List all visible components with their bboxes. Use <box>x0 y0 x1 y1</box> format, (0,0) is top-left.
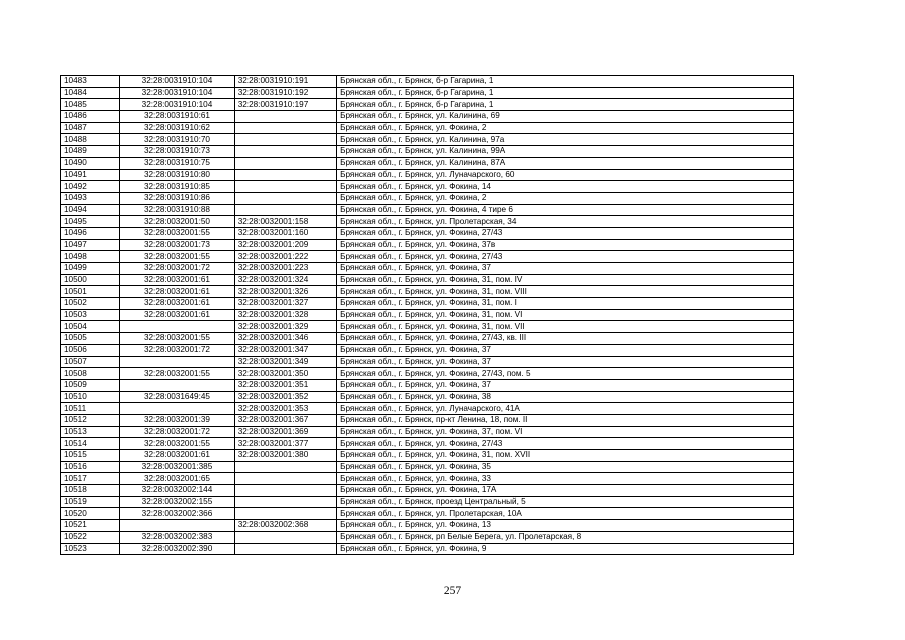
cadastral-number-cell <box>120 321 234 333</box>
table-row <box>61 76 794 88</box>
address-cell: Брянская обл., г. Брянск, ул. Калинина, 97а <box>337 134 794 146</box>
object-cadastral-number-cell <box>234 169 336 181</box>
row-number-cell: 10521 <box>61 520 120 532</box>
object-cadastral-number-cell <box>234 181 336 193</box>
cadastral-number-cell: 32:28:0032001:65 <box>120 473 234 485</box>
cadastral-number-cell: 32:28:0032001:55 <box>120 333 234 345</box>
row-number-cell: 10488 <box>61 134 120 146</box>
address-cell: Брянская обл., г. Брянск, ул. Фокина, 37 <box>337 263 794 275</box>
object-cadastral-number-cell <box>234 192 336 204</box>
address-cell: Брянская обл., г. Брянск, ул. Фокина, 35 <box>337 461 794 473</box>
address-cell: Брянская обл., г. Брянск, ул. Луначарского, 60 <box>337 169 794 181</box>
address-cell: Брянская обл., г. Брянск, ул. Фокина, 27/43, пом. 5 <box>337 368 794 380</box>
address-cell: Брянская обл., г. Брянск, проезд Центральный, 5 <box>337 496 794 508</box>
table-row <box>61 309 794 321</box>
address-cell: Брянская обл., г. Брянск, ул. Фокина, 13 <box>337 520 794 532</box>
registry-table-body <box>61 76 794 555</box>
cadastral-number-cell: 32:28:0031910:104 <box>120 87 234 99</box>
address-cell: Брянская обл., г. Брянск, ул. Фокина, 31, пом. XVII <box>337 450 794 462</box>
address-cell: Брянская обл., г. Брянск, ул. Фокина, 38 <box>337 391 794 403</box>
address-cell: Брянская обл., г. Брянск, ул. Фокина, 37 <box>337 379 794 391</box>
object-cadastral-number-cell: 32:28:0032001:377 <box>234 438 336 450</box>
object-cadastral-number-cell: 32:28:0032001:160 <box>234 227 336 239</box>
address-cell: Брянская обл., г. Брянск, ул. Фокина, 31, пом. VI <box>337 309 794 321</box>
cadastral-number-cell: 32:28:0032001:39 <box>120 414 234 426</box>
row-number-cell: 10503 <box>61 309 120 321</box>
object-cadastral-number-cell: 32:28:0032001:353 <box>234 403 336 415</box>
cadastral-number-cell: 32:28:0032001:55 <box>120 368 234 380</box>
object-cadastral-number-cell: 32:28:0032001:369 <box>234 426 336 438</box>
table-row <box>61 356 794 368</box>
table-row <box>61 111 794 123</box>
row-number-cell: 10486 <box>61 111 120 123</box>
address-cell: Брянская обл., г. Брянск, ул. Луначарского, 41А <box>337 403 794 415</box>
address-cell: Брянская обл., г. Брянск, ул. Фокина, 27/43, кв. III <box>337 333 794 345</box>
row-number-cell: 10514 <box>61 438 120 450</box>
row-number-cell: 10511 <box>61 403 120 415</box>
row-number-cell: 10494 <box>61 204 120 216</box>
table-row <box>61 531 794 543</box>
object-cadastral-number-cell <box>234 111 336 123</box>
row-number-cell: 10506 <box>61 344 120 356</box>
cadastral-number-cell: 32:28:0031910:62 <box>120 122 234 134</box>
table-row <box>61 450 794 462</box>
address-cell: Брянская обл., г. Брянск, ул. Фокина, 17А <box>337 485 794 497</box>
cadastral-number-cell: 32:28:0032001:55 <box>120 438 234 450</box>
row-number-cell: 10515 <box>61 450 120 462</box>
cadastral-number-cell: 32:28:0032001:72 <box>120 263 234 275</box>
address-cell: Брянская обл., г. Брянск, ул. Фокина, 31, пом. VII <box>337 321 794 333</box>
address-cell: Брянская обл., г. Брянск, ул. Пролетарская, 34 <box>337 216 794 228</box>
table-row <box>61 274 794 286</box>
address-cell: Брянская обл., г. Брянск, ул. Фокина, 37, пом. VI <box>337 426 794 438</box>
table-row <box>61 251 794 263</box>
row-number-cell: 10487 <box>61 122 120 134</box>
cadastral-number-cell: 32:28:0032001:73 <box>120 239 234 251</box>
table-row <box>61 122 794 134</box>
cadastral-number-cell: 32:28:0032001:55 <box>120 251 234 263</box>
cadastral-number-cell: 32:28:0032001:61 <box>120 450 234 462</box>
row-number-cell: 10523 <box>61 543 120 555</box>
row-number-cell: 10483 <box>61 76 120 88</box>
row-number-cell: 10501 <box>61 286 120 298</box>
object-cadastral-number-cell: 32:28:0032001:349 <box>234 356 336 368</box>
table-row <box>61 333 794 345</box>
cadastral-number-cell: 32:28:0032002:155 <box>120 496 234 508</box>
row-number-cell: 10518 <box>61 485 120 497</box>
object-cadastral-number-cell: 32:28:0032001:326 <box>234 286 336 298</box>
address-cell: Брянская обл., г. Брянск, ул. Фокина, 31, пом. IV <box>337 274 794 286</box>
object-cadastral-number-cell: 32:28:0032001:350 <box>234 368 336 380</box>
row-number-cell: 10498 <box>61 251 120 263</box>
row-number-cell: 10493 <box>61 192 120 204</box>
object-cadastral-number-cell <box>234 157 336 169</box>
table-row <box>61 414 794 426</box>
table-row <box>61 227 794 239</box>
table-row <box>61 368 794 380</box>
address-cell: Брянская обл., г. Брянск, ул. Фокина, 27/43 <box>337 227 794 239</box>
row-number-cell: 10510 <box>61 391 120 403</box>
table-row <box>61 379 794 391</box>
row-number-cell: 10504 <box>61 321 120 333</box>
object-cadastral-number-cell <box>234 496 336 508</box>
row-number-cell: 10517 <box>61 473 120 485</box>
table-row <box>61 508 794 520</box>
object-cadastral-number-cell <box>234 473 336 485</box>
object-cadastral-number-cell: 32:28:0032001:158 <box>234 216 336 228</box>
registry-table <box>60 75 794 555</box>
address-cell: Брянская обл., г. Брянск, пр-кт Ленина, 18, пом. II <box>337 414 794 426</box>
table-row <box>61 87 794 99</box>
address-cell: Брянская обл., г. Брянск, ул. Фокина, 2 <box>337 122 794 134</box>
cadastral-number-cell: 32:28:0032002:390 <box>120 543 234 555</box>
row-number-cell: 10508 <box>61 368 120 380</box>
row-number-cell: 10496 <box>61 227 120 239</box>
row-number-cell: 10519 <box>61 496 120 508</box>
object-cadastral-number-cell: 32:28:0032001:222 <box>234 251 336 263</box>
row-number-cell: 10485 <box>61 99 120 111</box>
object-cadastral-number-cell: 32:28:0031910:192 <box>234 87 336 99</box>
cadastral-number-cell: 32:28:0031910:88 <box>120 204 234 216</box>
table-row <box>61 496 794 508</box>
row-number-cell: 10502 <box>61 298 120 310</box>
address-cell: Брянская обл., г. Брянск, ул. Фокина, 14 <box>337 181 794 193</box>
table-row <box>61 403 794 415</box>
cadastral-number-cell: 32:28:0031910:73 <box>120 146 234 158</box>
address-cell: Брянская обл., г. Брянск, ул. Фокина, 31, пом. I <box>337 298 794 310</box>
table-row <box>61 485 794 497</box>
table-row <box>61 263 794 275</box>
cadastral-number-cell: 32:28:0032001:72 <box>120 344 234 356</box>
object-cadastral-number-cell <box>234 508 336 520</box>
address-cell: Брянская обл., г. Брянск, б-р Гагарина, 1 <box>337 76 794 88</box>
object-cadastral-number-cell: 32:28:0032002:368 <box>234 520 336 532</box>
table-row <box>61 169 794 181</box>
cadastral-number-cell: 32:28:0031910:104 <box>120 99 234 111</box>
object-cadastral-number-cell <box>234 461 336 473</box>
table-row <box>61 99 794 111</box>
table-row <box>61 239 794 251</box>
address-cell: Брянская обл., г. Брянск, ул. Фокина, 27/43 <box>337 438 794 450</box>
object-cadastral-number-cell: 32:28:0032001:346 <box>234 333 336 345</box>
cadastral-number-cell: 32:28:0031910:86 <box>120 192 234 204</box>
object-cadastral-number-cell: 32:28:0032001:380 <box>234 450 336 462</box>
cadastral-number-cell: 32:28:0032002:366 <box>120 508 234 520</box>
table-row <box>61 391 794 403</box>
row-number-cell: 10497 <box>61 239 120 251</box>
address-cell: Брянская обл., г. Брянск, ул. Калинина, 69 <box>337 111 794 123</box>
cadastral-number-cell: 32:28:0031910:75 <box>120 157 234 169</box>
object-cadastral-number-cell: 32:28:0032001:329 <box>234 321 336 333</box>
table-row <box>61 520 794 532</box>
row-number-cell: 10489 <box>61 146 120 158</box>
object-cadastral-number-cell: 32:28:0032001:209 <box>234 239 336 251</box>
cadastral-number-cell: 32:28:0032001:61 <box>120 309 234 321</box>
object-cadastral-number-cell: 32:28:0032001:347 <box>234 344 336 356</box>
table-row <box>61 157 794 169</box>
cadastral-number-cell: 32:28:0031910:70 <box>120 134 234 146</box>
table-row <box>61 286 794 298</box>
object-cadastral-number-cell <box>234 204 336 216</box>
object-cadastral-number-cell <box>234 543 336 555</box>
object-cadastral-number-cell: 32:28:0032001:351 <box>234 379 336 391</box>
address-cell: Брянская обл., г. Брянск, ул. Фокина, 37 <box>337 356 794 368</box>
address-cell: Брянская обл., г. Брянск, ул. Калинина, 99А <box>337 146 794 158</box>
row-number-cell: 10512 <box>61 414 120 426</box>
object-cadastral-number-cell: 32:28:0031910:191 <box>234 76 336 88</box>
row-number-cell: 10495 <box>61 216 120 228</box>
row-number-cell: 10516 <box>61 461 120 473</box>
row-number-cell: 10520 <box>61 508 120 520</box>
cadastral-number-cell: 32:28:0032001:50 <box>120 216 234 228</box>
cadastral-number-cell: 32:28:0031910:85 <box>120 181 234 193</box>
row-number-cell: 10500 <box>61 274 120 286</box>
row-number-cell: 10509 <box>61 379 120 391</box>
table-row <box>61 426 794 438</box>
cadastral-number-cell <box>120 403 234 415</box>
cadastral-number-cell: 32:28:0032002:383 <box>120 531 234 543</box>
object-cadastral-number-cell <box>234 146 336 158</box>
cadastral-number-cell: 32:28:0031649:45 <box>120 391 234 403</box>
address-cell: Брянская обл., г. Брянск, ул. Пролетарская, 10А <box>337 508 794 520</box>
address-cell: Брянская обл., г. Брянск, ул. Фокина, 37 <box>337 344 794 356</box>
cadastral-number-cell: 32:28:0031910:104 <box>120 76 234 88</box>
table-row <box>61 298 794 310</box>
row-number-cell: 10491 <box>61 169 120 181</box>
cadastral-number-cell: 32:28:0031910:80 <box>120 169 234 181</box>
address-cell: Брянская обл., г. Брянск, ул. Фокина, 2 <box>337 192 794 204</box>
address-cell: Брянская обл., г. Брянск, б-р Гагарина, 1 <box>337 87 794 99</box>
table-row <box>61 461 794 473</box>
object-cadastral-number-cell <box>234 122 336 134</box>
row-number-cell: 10507 <box>61 356 120 368</box>
object-cadastral-number-cell: 32:28:0032001:328 <box>234 309 336 321</box>
address-cell: Брянская обл., г. Брянск, б-р Гагарина, 1 <box>337 99 794 111</box>
cadastral-number-cell: 32:28:0032001:61 <box>120 298 234 310</box>
address-cell: Брянская обл., г. Брянск, ул. Фокина, 33 <box>337 473 794 485</box>
object-cadastral-number-cell: 32:28:0032001:352 <box>234 391 336 403</box>
cadastral-number-cell: 32:28:0032001:55 <box>120 227 234 239</box>
row-number-cell: 10484 <box>61 87 120 99</box>
table-row <box>61 438 794 450</box>
page-number: 257 <box>443 585 462 597</box>
cadastral-number-cell <box>120 520 234 532</box>
address-cell: Брянская обл., г. Брянск, ул. Фокина, 31, пом. VIII <box>337 286 794 298</box>
row-number-cell: 10490 <box>61 157 120 169</box>
table-row <box>61 321 794 333</box>
address-cell: Брянская обл., г. Брянск, рп Белые Берега, ул. Пролетарская, 8 <box>337 531 794 543</box>
table-row <box>61 204 794 216</box>
row-number-cell: 10499 <box>61 263 120 275</box>
row-number-cell: 10513 <box>61 426 120 438</box>
cadastral-number-cell: 32:28:0032001:61 <box>120 286 234 298</box>
row-number-cell: 10522 <box>61 531 120 543</box>
table-row <box>61 192 794 204</box>
table-row <box>61 473 794 485</box>
cadastral-number-cell: 32:28:0032001:385 <box>120 461 234 473</box>
object-cadastral-number-cell <box>234 485 336 497</box>
cadastral-number-cell: 32:28:0032001:61 <box>120 274 234 286</box>
address-cell: Брянская обл., г. Брянск, ул. Фокина, 9 <box>337 543 794 555</box>
object-cadastral-number-cell: 32:28:0032001:327 <box>234 298 336 310</box>
row-number-cell: 10492 <box>61 181 120 193</box>
row-number-cell: 10505 <box>61 333 120 345</box>
table-row <box>61 543 794 555</box>
cadastral-number-cell: 32:28:0032001:72 <box>120 426 234 438</box>
address-cell: Брянская обл., г. Брянск, ул. Фокина, 4 тире 6 <box>337 204 794 216</box>
object-cadastral-number-cell: 32:28:0032001:367 <box>234 414 336 426</box>
object-cadastral-number-cell: 32:28:0031910:197 <box>234 99 336 111</box>
table-row <box>61 134 794 146</box>
table-row <box>61 146 794 158</box>
object-cadastral-number-cell: 32:28:0032001:324 <box>234 274 336 286</box>
table-row <box>61 344 794 356</box>
cadastral-number-cell <box>120 379 234 391</box>
table-row <box>61 181 794 193</box>
address-cell: Брянская обл., г. Брянск, ул. Фокина, 37в <box>337 239 794 251</box>
table-row <box>61 216 794 228</box>
cadastral-number-cell: 32:28:0032002:144 <box>120 485 234 497</box>
object-cadastral-number-cell: 32:28:0032001:223 <box>234 263 336 275</box>
object-cadastral-number-cell <box>234 134 336 146</box>
address-cell: Брянская обл., г. Брянск, ул. Фокина, 27/43 <box>337 251 794 263</box>
cadastral-number-cell <box>120 356 234 368</box>
cadastral-number-cell: 32:28:0031910:61 <box>120 111 234 123</box>
object-cadastral-number-cell <box>234 531 336 543</box>
address-cell: Брянская обл., г. Брянск, ул. Калинина, 87А <box>337 157 794 169</box>
